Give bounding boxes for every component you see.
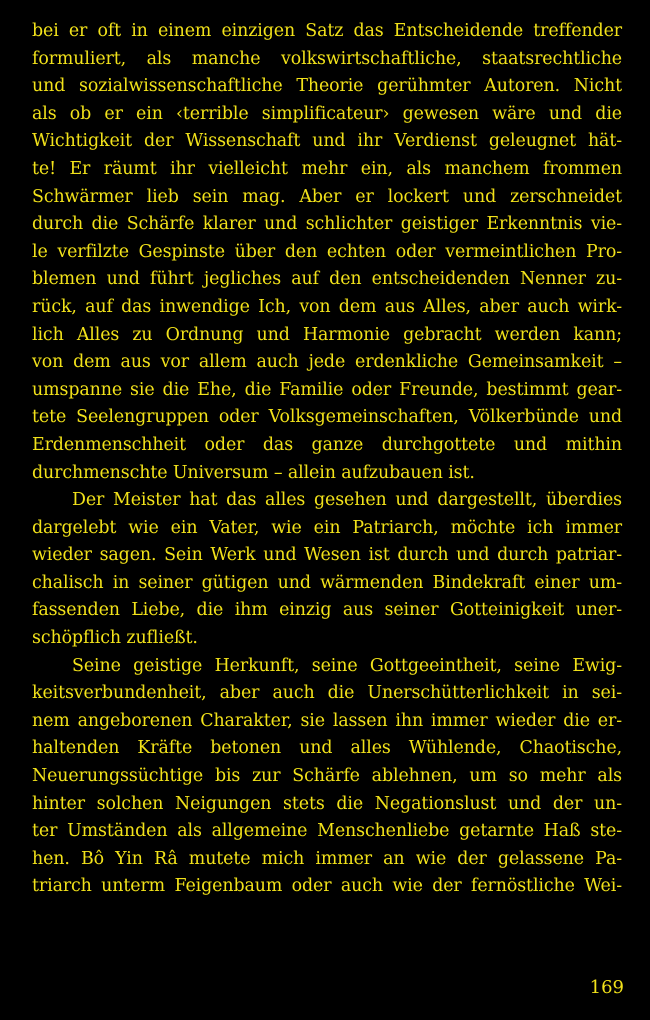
text-line: Schwärmer lieb sein mag. Aber er lockert und zerschneidet: [32, 186, 622, 207]
text-line: dargelebt wie ein Vater, wie ein Patriarch, möchte ich immer: [32, 517, 622, 538]
text-line: te! Er räumt ihr vielleicht mehr ein, als manchem frommen: [32, 158, 622, 179]
text-line: tete Seelengruppen oder Volksgemeinschaften, Völkerbünde und: [32, 407, 622, 428]
text-line: hinter solchen Neigungen stets die Negationslust und der un-: [32, 793, 622, 814]
text-line: Neuerungssüchtige bis zur Schärfe ablehnen, um so mehr als: [32, 766, 622, 787]
text-line: und sozialwissenschaftliche Theorie gerühmter Autoren. Nicht: [32, 76, 622, 97]
text-line: blemen und führt jegliches auf den entscheidenden Nenner zu-: [32, 269, 622, 290]
text-line: lich Alles zu Ordnung und Harmonie gebracht werden kann;: [32, 324, 622, 345]
paragraph-start-line: Seine geistige Herkunft, seine Gottgeeintheit, seine Ewig-: [72, 655, 622, 676]
text-line: wieder sagen. Sein Werk und Wesen ist durch und durch patriar-: [32, 545, 622, 566]
text-line: fassenden Liebe, die ihm einzig aus seiner Gotteinigkeit uner-: [32, 600, 622, 621]
paragraph-start-line: Der Meister hat das alles gesehen und dargestellt, überdies: [72, 490, 622, 511]
text-line: Wichtigkeit der Wissenschaft und ihr Verdienst geleugnet hät-: [32, 131, 622, 152]
text-line: durch die Schärfe klarer und schlichter geistiger Erkenntnis vie-: [32, 214, 622, 235]
text-line: ter Umständen als allgemeine Menschenliebe getarnte Haß ste-: [32, 821, 622, 842]
page-number: 169: [589, 977, 624, 998]
text-line: haltenden Kräfte betonen und alles Wühlende, Chaotische,: [32, 738, 622, 759]
text-line: bei er oft in einem einzigen Satz das Entscheidende treffender: [32, 21, 622, 41]
text-line: nem angeborenen Charakter, sie lassen ihn immer wieder die er-: [32, 710, 622, 731]
text-line: triarch unterm Feigenbaum oder auch wie der fernöstliche Wei-: [32, 876, 622, 897]
text-line: von dem aus vor allem auch jede erdenkliche Gemeinsamkeit –: [32, 352, 622, 373]
text-line: keitsverbundenheit, aber auch die Unerschütterlichkeit in sei-: [32, 683, 622, 704]
text-line: le verfilzte Gespinste über den echten oder vermeintlichen Pro-: [32, 241, 622, 262]
text-line: als ob er ein ‹terrible simplificateur› gewesen wäre und die: [32, 103, 622, 124]
text-line: rück, auf das inwendige Ich, von dem aus Alles, aber auch wirk-: [32, 296, 622, 317]
text-line: formuliert, als manche volkswirtschaftliche, staatsrechtliche: [32, 48, 622, 69]
book-page-text: [32, 18, 622, 901]
text-line: chalisch in seiner gütigen und wärmenden Bindekraft einer um-: [32, 572, 622, 593]
text-line: hen. Bô Yin Râ mutete mich immer an wie der gelassene Pa-: [32, 848, 622, 869]
text-line: umspanne sie die Ehe, die Familie oder Freunde, bestimmt gear-: [32, 379, 622, 400]
text-line: Erdenmenschheit oder das ganze durchgottete und mithin: [32, 434, 622, 455]
paragraph-end-line: schöpflich zufließt.: [32, 628, 198, 649]
paragraph-end-line: durchmenschte Universum – allein aufzubauen ist.: [32, 462, 475, 483]
